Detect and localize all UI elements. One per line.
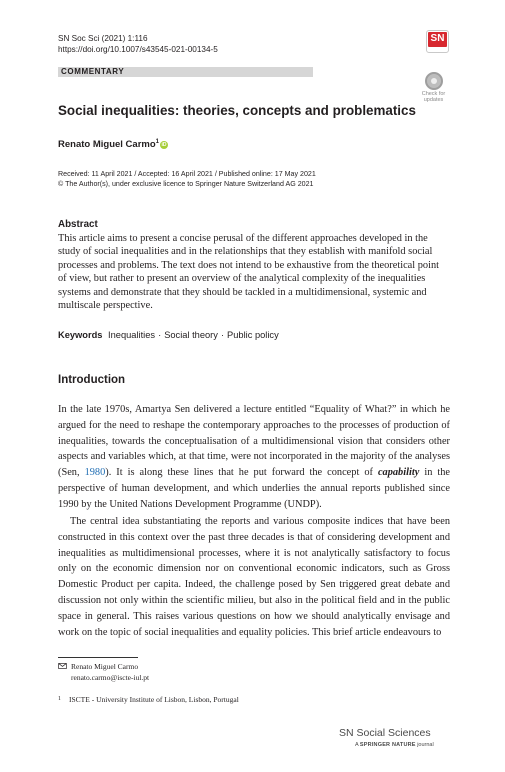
abstract-heading: Abstract (58, 219, 98, 230)
check-updates-line2: updates (423, 97, 444, 103)
envelope-icon (58, 663, 67, 669)
abstract-text: This article aims to present a concise perusal of the different approaches developed in the study of social inequalities and in the relationships that they establish with manifold social processes and problems. The text does not intend to be exhaustive from the theoretical point of view, but rather to present an overview of the analytical complexity of the inequalities systems and demonstrate that they should be tackled in a multidimensional, systemic and multiscale perspective. (58, 233, 439, 312)
sn-logo-text: SN (428, 32, 447, 47)
citation-link[interactable]: 1980 (84, 467, 106, 479)
author-name[interactable]: Renato Miguel Carmo (58, 139, 156, 151)
corresponding-author (58, 662, 149, 683)
section-label: COMMENTARY (61, 67, 125, 76)
article-title: Social inequalities: theories, concepts and problematics (58, 103, 416, 118)
keyword-item: Inequalities (108, 330, 156, 340)
keyword-item: Public policy (227, 330, 279, 340)
journal-citation: SN Soc Sci (2021) 1:116 (58, 34, 148, 43)
corresponding-author-name: Renato Miguel Carmo (71, 662, 139, 671)
publisher-suffix: journal (417, 742, 434, 748)
doi-link[interactable]: https://doi.org/10.1007/s43545-021-00134-5 (58, 44, 218, 54)
keywords-label: Keywords (58, 330, 103, 340)
paragraph-text: ). It is along these lines that he put forward the concept of (105, 467, 378, 479)
section-label-bar (58, 67, 313, 77)
keyword-separator: · (158, 330, 162, 340)
corresponding-email[interactable]: renato.carmo@iscte-iul.pt (71, 672, 150, 682)
article-history (58, 169, 316, 189)
footnote-divider (58, 657, 138, 658)
paragraph-text: In the late 1970s, Amartya Sen delivered a lecture entitled “Equality of What?” in which he argued for the need to reshape the contemporary approaches to the processes of production of inequalities, towards the conceptualisation of a multidimensional vision that considers other aspects and variables which, at that time, were not incorporated in the majority of the analyses (Sen, (58, 404, 450, 479)
body-paragraph-1 (58, 402, 450, 513)
orcid-icon[interactable]: iD (161, 142, 167, 149)
keyword-separator: · (220, 330, 225, 340)
author-affil-mark: 1 (155, 139, 159, 145)
sn-journal-logo (426, 30, 449, 53)
keyword-item: Social theory (164, 330, 218, 340)
affiliation (58, 695, 239, 704)
footer-publisher (355, 742, 434, 748)
keywords-line (58, 330, 279, 340)
paragraph-text: in the perspective of human development, and which underlies the annual reports published since 1990 by the United Nations Development Programme (UNDP). (58, 467, 451, 510)
copyright-line: © The Author(s), under exclusive licence to Springer Nature Switzerland AG 2021 (58, 180, 314, 188)
affiliation-number: 1 (58, 696, 61, 702)
affiliation-text: ISCTE - University Institute of Lisbon, Lisbon, Portugal (69, 695, 239, 704)
introduction-heading: Introduction (58, 374, 126, 386)
footer-journal-name: SN Social Sciences (339, 727, 431, 739)
author-line (58, 139, 168, 150)
check-updates-icon (425, 72, 443, 90)
publisher-prefix: A (355, 742, 359, 748)
check-for-updates-badge[interactable] (418, 72, 449, 103)
journal-reference (58, 34, 218, 55)
publisher-brand: SPRINGER NATURE (359, 742, 416, 748)
body-paragraph-2: The central idea substantiating the reports and various composite indices that have been constructed in this context over the past three decades is that of considering development and inequalities as multidimensional processes, where it is not analytically satisfactory to focus only on the economic dimension nor on conventional economic indicators, such as Gross Domestic Product per capita. Indeed, the challenge posed by Sen triggered great debate and discussion not only within the scientific milieu, but also in the political field and in the public space in general. This raises various questions on how we should analytically envisage and work on the topic of social inequalities and equality policies. This brief article endeavours to (58, 516, 450, 638)
check-updates-line1: Check for (421, 91, 446, 97)
dates-line: Received: 11 April 2021 / Accepted: 16 April 2021 / Published online: 17 May 2021 (58, 170, 316, 178)
emphasis-term: capability (377, 467, 420, 479)
